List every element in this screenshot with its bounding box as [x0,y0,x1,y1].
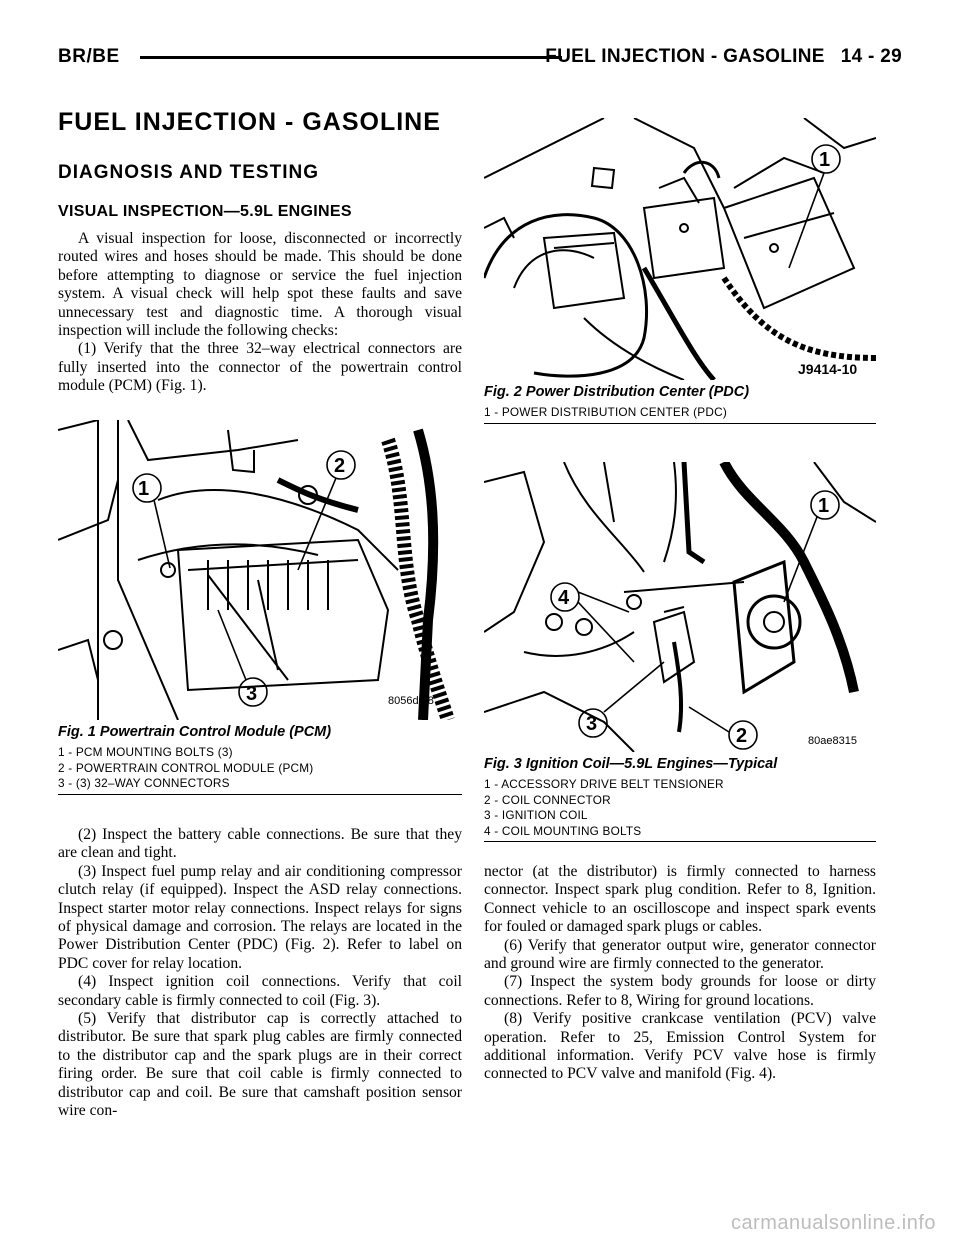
figure-3-caption: Fig. 3 Ignition Coil—5.9L Engines—Typical [484,756,778,772]
body-right [484,863,876,1084]
figure-code: 80ae8315 [808,735,857,747]
watermark: carmanualsonline.info [730,1212,936,1234]
legend-item: 4 - COIL MOUNTING BOLTS [484,823,642,838]
paragraph: (5) Verify that distributor cap is correctly attached to distributor. Be sure that spark plug cables are firmly connected to the distributor cap and the spark plugs are in their correct firing order. Be sure that coil cable is firmly connected to distributor cap and coil. Be sure that camshaft position sensor wire con- [58,1010,462,1120]
legend-item: 3 - (3) 32–WAY CONNECTORS [58,776,230,790]
figure-2-legend [484,405,876,421]
callout-2: 2 [334,455,346,477]
paragraph: A visual inspection for loose, disconnected or incorrectly routed wires and hoses should be made. This should be done before attempting to diagnose or service the fuel injection system. A visual check will help spot these faults and save unnecessary test and diagnostic time. A thorough visual inspection will include the following checks: [58,230,462,340]
model-code: BR/BE [58,46,120,67]
legend-item: 3 - IGNITION COIL [484,808,588,822]
legend-item: 1 - PCM MOUNTING BOLTS (3) [58,745,233,759]
figure-3 [484,462,876,842]
figure-rule [484,841,876,842]
section-heading: VISUAL INSPECTION—5.9L ENGINES [58,203,352,220]
body-left-top [58,230,462,396]
figure-3-legend [484,777,876,839]
callout-1: 1 [138,478,150,500]
paragraph: nector (at the distributor) is firmly connected to harness connector. Inspect spark plug condition. Refer to 8, Ignition. Connect vehicle to an oscilloscope and inspect spark events for fouled or damaged spark plugs or cables. [484,863,876,936]
page-title: FUEL INJECTION - GASOLINE [58,108,441,136]
figure-1 [58,420,462,795]
paragraph: (4) Inspect ignition coil connections. Verify that coil secondary cable is firmly connected to coil (Fig. 3). [58,973,462,1009]
header-rule [140,56,562,59]
figure-1-legend [58,745,462,792]
paragraph: (1) Verify that the three 32–way electrical connectors are fully inserted into the connector of the powertrain control module (PCM) (Fig. 1). [58,340,462,395]
body-left-bottom [58,826,462,1121]
callout-3: 3 [246,683,258,705]
figure-2 [484,118,876,424]
figure-2-caption: Fig. 2 Power Distribution Center (PDC) [484,384,750,400]
pcm-illustration [58,420,462,720]
figure-rule [484,423,876,424]
callout-3: 3 [586,713,598,735]
header-section [545,46,902,68]
legend-item: 1 - POWER DISTRIBUTION CENTER (PDC) [484,405,727,419]
legend-item: 2 - POWERTRAIN CONTROL MODULE (PCM) [58,760,314,775]
paragraph: (8) Verify positive crankcase ventilation (PCV) valve operation. Refer to 25, Emission Control System for additional information. Verify PCV valve hose is firmly connected to PCV valve and manifold (Fig. 4). [484,1010,876,1083]
pdc-illustration [484,118,876,380]
callout-1: 1 [818,495,830,517]
legend-item: 2 - COIL CONNECTOR [484,792,611,807]
paragraph: (6) Verify that generator output wire, generator connector and ground wire are firmly connected to the generator. [484,936,876,973]
figure-rule [58,794,462,795]
page-number: 14 - 29 [840,46,902,67]
subtitle: DIAGNOSIS AND TESTING [58,162,319,183]
section-name: FUEL INJECTION - GASOLINE [545,46,825,67]
page-header [58,40,902,86]
figure-1-caption: Fig. 1 Powertrain Control Module (PCM) [58,724,332,740]
paragraph: (7) Inspect the system body grounds for loose or dirty connections. Refer to 8, Wiring for ground locations. [484,973,876,1009]
ignition-coil-illustration [484,462,876,752]
paragraph: (3) Inspect fuel pump relay and air conditioning compressor clutch relay (if equipped). Inspect the ASD relay connections. Inspect starter motor relay connections. Inspect relays for signs of physical damage and corrosion. The relays are located in the Power Distribution Center (PDC) (Fig. 2). Refer to label on PDC cover for relay location. [58,862,462,972]
figure-code: 8056d9f8 [388,695,434,707]
paragraph: (2) Inspect the battery cable connections. Be sure that they are clean and tight. [58,826,462,862]
callout-4: 4 [558,587,570,609]
figure-code: J9414-10 [798,361,858,377]
callout-2: 2 [736,725,748,747]
legend-item: 1 - ACCESSORY DRIVE BELT TENSIONER [484,777,724,791]
callout-1: 1 [819,149,831,171]
